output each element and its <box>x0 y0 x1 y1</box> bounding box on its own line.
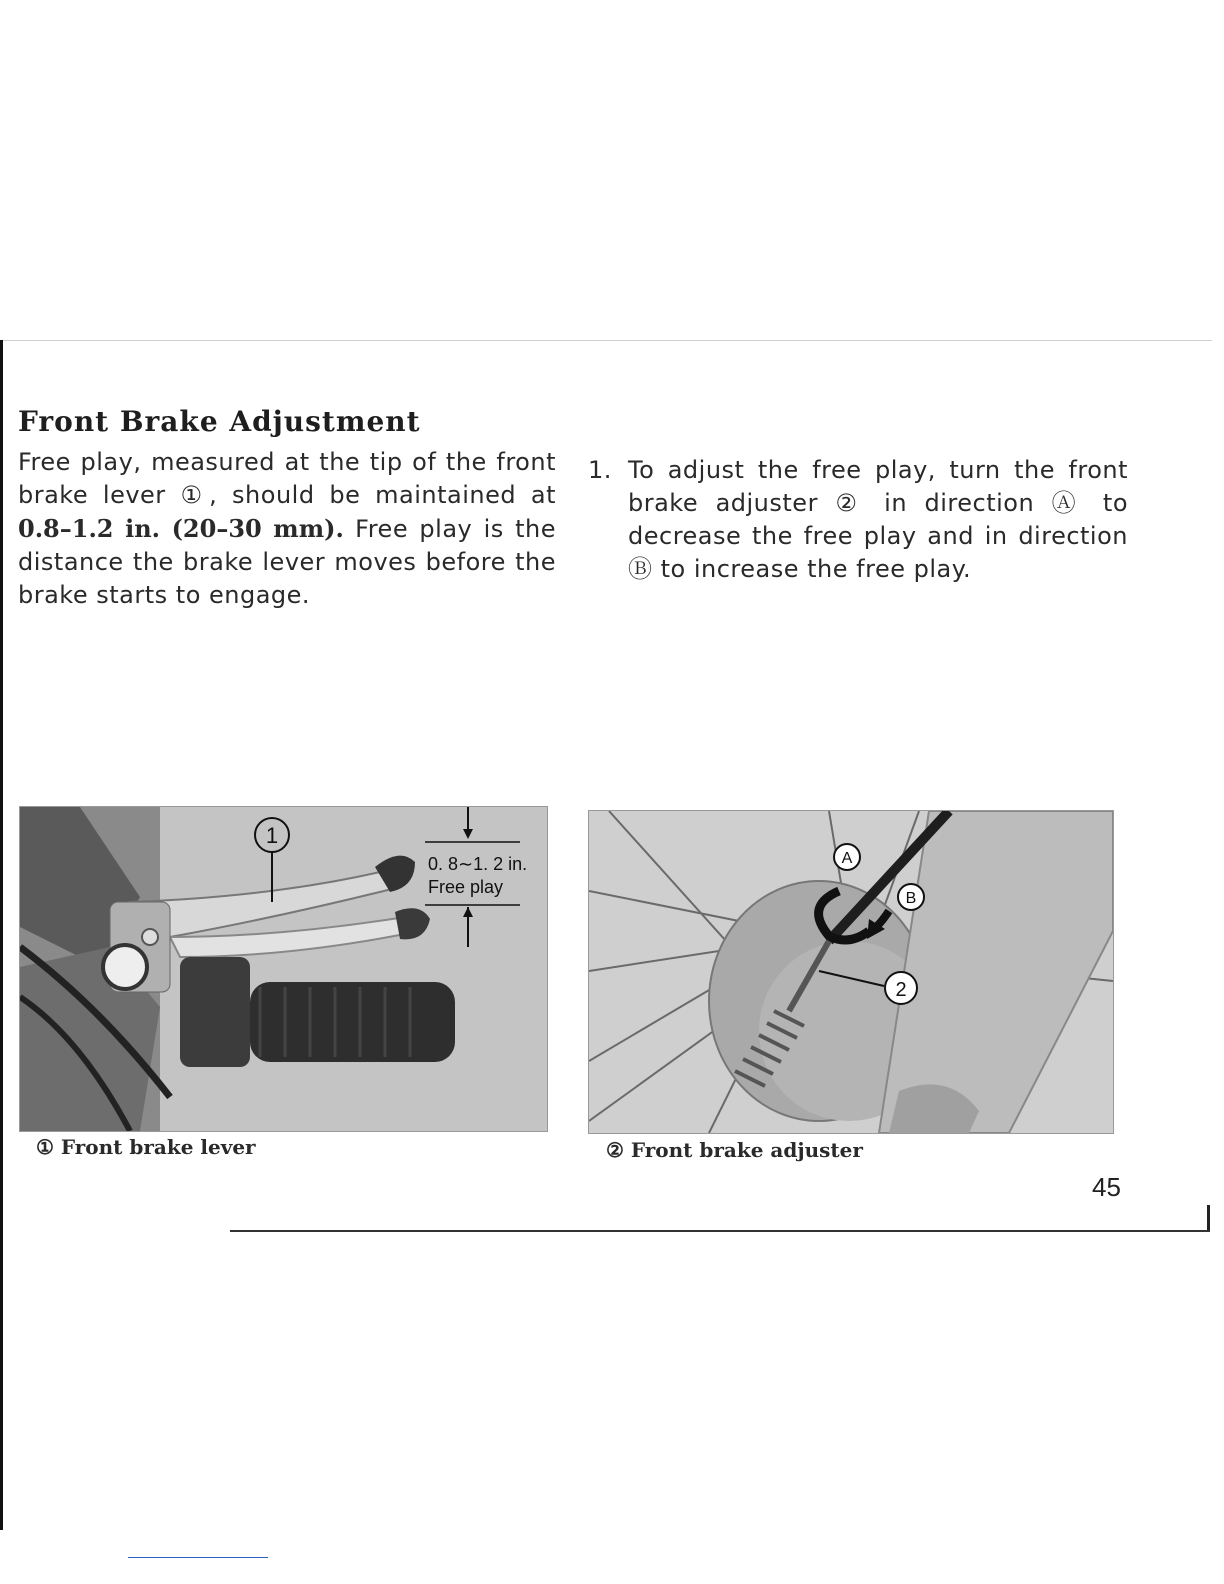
right-figure-caption: ② Front brake adjuster <box>606 1138 863 1162</box>
right-column-steps <box>588 454 1128 586</box>
free-play-text-2: Free play is the distance the brake lever moves before the brake starts to engage. <box>18 515 556 609</box>
brake-lever-photo <box>19 806 548 1132</box>
page-number: 45 <box>1092 1172 1121 1202</box>
step-item <box>588 454 1128 586</box>
free-play-text-1: Free play, measured at the tip of the front brake lever ①, should be maintained at <box>18 448 556 509</box>
callout-b: B <box>905 890 917 907</box>
footer-mark <box>128 1557 268 1558</box>
left-column-text <box>18 446 556 612</box>
left-margin-rule <box>0 340 3 1530</box>
bottom-rule <box>230 1230 1210 1232</box>
step-number: 1. <box>588 456 612 484</box>
dimension-label: 0. 8∼1. 2 in. <box>428 854 528 874</box>
section-title: Front Brake Adjustment <box>18 405 421 438</box>
bottom-right-tick <box>1207 1205 1210 1232</box>
callout-a: A <box>841 850 853 867</box>
step-text: To adjust the free play, turn the front brake adjuster ② in direction Ⓐ to decrease the free play and in direction Ⓑ to increase the free play. <box>628 456 1128 583</box>
brake-adjuster-photo <box>588 810 1114 1134</box>
dimension-sub-label: Free play <box>428 877 504 897</box>
callout-1: 1 <box>265 823 279 848</box>
free-play-spec: 0.8–1.2 in. (20–30 mm). <box>18 514 344 543</box>
callout-2: 2 <box>895 979 907 1001</box>
top-rule <box>0 340 1212 341</box>
left-figure-caption: ① Front brake lever <box>36 1135 256 1159</box>
